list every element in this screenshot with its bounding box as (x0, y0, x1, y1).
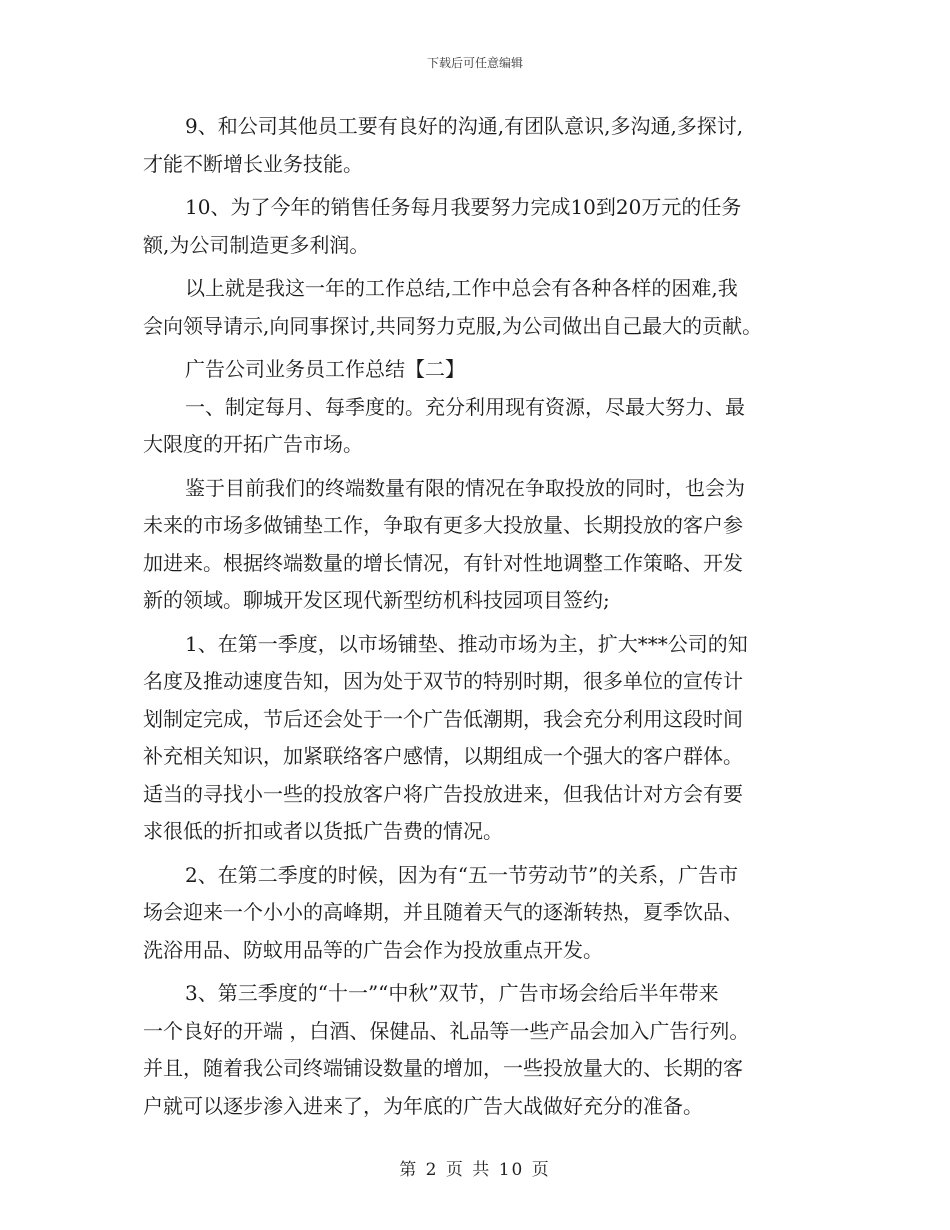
text-line: 求很低的折扣或者以货抵广告费的情况。 (143, 819, 503, 843)
paragraph-plan-intro (143, 389, 823, 464)
text-line: 才能不断增长业务技能。 (143, 151, 363, 176)
text-line: 广告公司业务员工作总结【二】 (185, 357, 465, 381)
text-line: 加进来。根据终端数量的增长情况，有针对性地调整工作策略、开发 (143, 550, 743, 575)
paragraph-terminal (143, 470, 823, 620)
paragraph-item-10 (143, 189, 823, 264)
text-line: 适当的寻找小一些的投放客户将广告投放进来，但我估计对方会有要 (143, 781, 743, 806)
text-line: 2、在第二季度的时候，因为有“五一节劳动节”的关系，广告市 (185, 862, 739, 887)
text-line: 大限度的开拓广告市场。 (143, 432, 363, 456)
paragraph-q1 (143, 626, 823, 851)
text-line: 会向领导请示,向同事探讨,共同努力克服,为公司做出自己最大的贡献。 (143, 313, 763, 338)
document-body (143, 108, 823, 1125)
text-line: 补充相关知识，加紧联络客户感情，以期组成一个强大的客户群体。 (143, 744, 743, 768)
text-line: 新的领域。聊城开发区现代新型纺机科技园项目签约; (143, 588, 610, 612)
text-line: 鉴于目前我们的终端数量有限的情况在争取投放的同时，也会为 (185, 475, 745, 500)
text-line: 1、在第一季度，以市场铺垫、推动市场为主，扩大***公司的知 (185, 631, 748, 656)
paragraph-q2 (143, 857, 823, 970)
text-line: 并且，随着我公司终端铺设数量的增加，一些投放量大的、长期的客 (143, 1056, 743, 1080)
text-line: 3、第三季度的“十一”“中秋”双节，广告市场会给后半年带来 (185, 981, 719, 1005)
text-line: 洗浴用品、防蚊用品等的广告会作为投放重点开发。 (143, 937, 603, 962)
paragraph-item-9 (143, 108, 823, 183)
text-line: 一个良好的开端 ，白酒、保健品、礼品等一些产品会加入广告行列。 (143, 1018, 750, 1043)
text-line: 一、制定每月、每季度的。充分利用现有资源，尽最大努力、最 (185, 394, 745, 419)
paragraph-summary (143, 270, 823, 345)
text-line: 未来的市场多做铺垫工作，争取有更多大投放量、长期投放的客户参 (143, 513, 743, 537)
page-header: 下载后可任意编辑 (426, 56, 523, 70)
text-line: 额,为公司制造更多利润。 (143, 232, 370, 257)
text-line: 以上就是我这一年的工作总结,工作中总会有各种各样的困难,我 (185, 276, 738, 300)
text-line: 划制定完成，节后还会处于一个广告低潮期，我会充分利用这段时间 (143, 706, 743, 731)
section-title (143, 351, 823, 389)
page-footer: 第 2 页 共 10 页 (399, 1160, 551, 1180)
text-line: 场会迎来一个小小的高峰期，并且随着天气的逐渐转热，夏季饮品、 (143, 900, 743, 924)
text-line: 9、和公司其他员工要有良好的沟通,有团队意识,多沟通,多探讨, (185, 114, 744, 138)
text-line: 户就可以逐步渗入进来了，为年底的广告大战做好充分的准备。 (143, 1093, 703, 1118)
text-line: 10、为了今年的销售任务每月我要努力完成10到20万元的任务 (185, 195, 742, 219)
text-line: 名度及推动速度告知，因为处于双节的特别时期，很多单位的宣传计 (143, 669, 743, 693)
paragraph-q3 (143, 975, 823, 1125)
